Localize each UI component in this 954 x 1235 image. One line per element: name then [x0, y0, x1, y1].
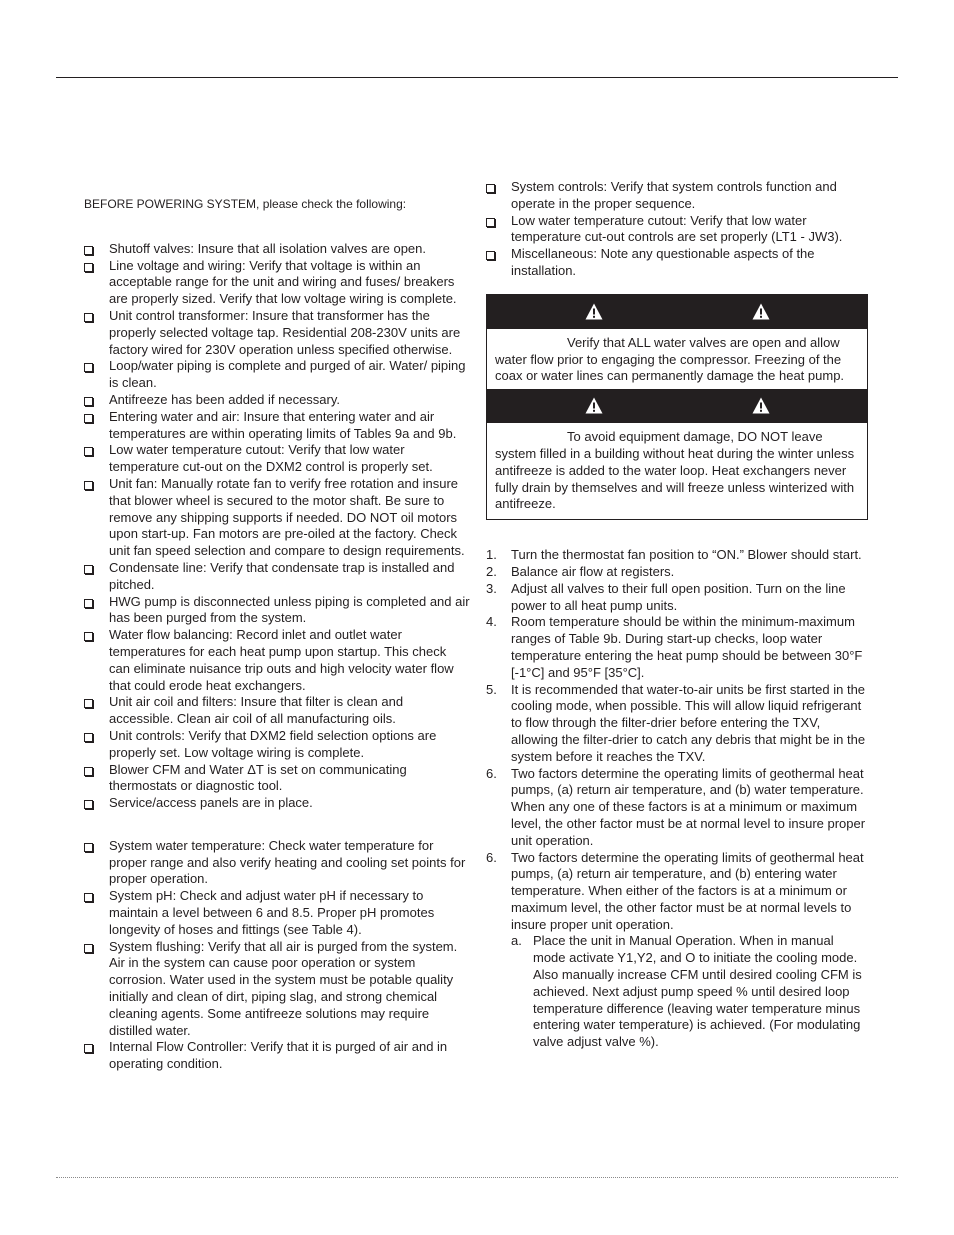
checkbox-icon	[84, 1044, 93, 1053]
step-item: 1. Turn the thermostat fan position to “ON.” Blower should start.	[486, 547, 862, 563]
checklist-item: Antifreeze has been added if necessary.	[84, 392, 470, 409]
system-checklist	[84, 838, 470, 1073]
step-item: 3. Adjust all valves to their full open position. Turn on the line power to all heat pump units.	[486, 580, 846, 613]
checkbox-icon	[84, 843, 93, 852]
bottom-rule	[56, 1177, 898, 1178]
checklist-item: Internal Flow Controller: Verify that it is purged of air and in operating condition.	[84, 1039, 470, 1073]
checkbox-icon	[486, 251, 495, 260]
checklist-item: Service/access panels are in place.	[84, 795, 470, 812]
checkbox-icon	[84, 246, 93, 255]
checkbox-icon	[84, 632, 93, 641]
checkbox-icon	[84, 944, 93, 953]
checkbox-icon	[84, 699, 93, 708]
checklist-item: Shutoff valves: Insure that all isolation valves are open.	[84, 241, 470, 258]
checklist-item: Unit controls: Verify that DXM2 field selection options are properly set. Low voltage wiring is complete.	[84, 728, 470, 762]
step-item: 2. Balance air flow at registers.	[486, 563, 675, 579]
sub-step-item: a. Place the unit in Manual Operation. When in manual mode activate Y1,Y2, and O to initiate the cooling mode. Also manually increase CFM until desired cooling CFM is achieved. Next adjust pump speed % until desired loop temperature difference (leaving water temperature minus entering water temperature) is achieved. (For modulating valve adjust valve %).	[511, 933, 862, 1050]
checkbox-icon	[84, 767, 93, 776]
intro-text: BEFORE POWERING SYSTEM, please check the following:	[84, 197, 407, 211]
checklist-item: Miscellaneous: Note any questionable aspects of the installation.	[486, 246, 868, 280]
checkbox-icon	[84, 481, 93, 490]
checklist-item: Line voltage and wiring: Verify that voltage is within an acceptable range for the unit and wiring and fuses/ breakers are properly sized. Verify that low voltage wiring is complete.	[84, 258, 470, 308]
checklist-item: Unit air coil and filters: Insure that filter is clean and accessible. Clean air coil of all manufacturing oils.	[84, 694, 470, 728]
checklist-item: Entering water and air: Insure that entering water and air temperatures are within operating limits of Tables 9a and 9b.	[84, 409, 470, 443]
top-rule	[56, 77, 898, 78]
caution-banner	[487, 389, 867, 423]
checkbox-icon	[84, 397, 93, 406]
checklist-item: System controls: Verify that system controls function and operate in the proper sequence.	[486, 179, 868, 213]
step-item: 5. It is recommended that water-to-air units be first started in the cooling mode, when possible. This will allow liquid refrigerant to flow through the filter-drier before entering the TXV, allowing the filter-drier to catch any debris that might be in the system before it reaches the TXV.	[486, 681, 866, 764]
checkbox-icon	[84, 263, 93, 272]
checkbox-icon	[84, 565, 93, 574]
caution-text: To avoid equipment damage, DO NOT leave system filled in a building without heat during the winter unless antifreeze is added to the water loop. Heat exchangers never fully drain by themselves and will freeze unless winterized with antifreeze.	[495, 429, 855, 512]
warning-triangle-icon	[752, 303, 770, 320]
checkbox-icon	[486, 218, 495, 227]
checklist-item: System flushing: Verify that all air is purged from the system. Air in the system can cause poor operation or system corrosion. Water used in the system must be potable quality initially and clean of dirt, piping slag, and strong chemical cleaning agents. Some antifreeze solutions may require distilled water.	[84, 939, 470, 1040]
warning-triangle-icon	[585, 397, 603, 414]
checklist-item: Unit control transformer: Insure that transformer has the properly selected voltage tap. Residential 208-230V units are factory wired for 230V operation unless specified otherwise.	[84, 308, 470, 358]
controls-checklist	[486, 179, 868, 280]
step-item: 4. Room temperature should be within the minimum-maximum ranges of Table 9b. During start-up checks, loop water temperature entering the heat pump should be between 30°F [-1°C] and 95°F [35°C].	[486, 614, 863, 680]
checkbox-icon	[84, 800, 93, 809]
checkbox-icon	[84, 893, 93, 902]
checklist-item: System water temperature: Check water temperature for proper range and also verify heating and cooling set points for proper operation.	[84, 838, 470, 888]
checkbox-icon	[486, 184, 495, 193]
warning-box	[486, 294, 868, 520]
checklist-item: Low water temperature cutout: Verify that low water temperature cut-out on the DXM2 control is properly set.	[84, 442, 470, 476]
left-column	[84, 196, 470, 1073]
warning-text: Verify that ALL water valves are open and allow water flow prior to engaging the compressor. Freezing of the coax or water lines can permanently damage the heat pump.	[495, 334, 845, 384]
checkbox-icon	[84, 414, 93, 423]
warning-triangle-icon	[585, 303, 603, 320]
checklist-item: Unit fan: Manually rotate fan to verify free rotation and insure that blower wheel is secured to the motor shaft. Be sure to remove any shipping supports if needed. DO NOT oil motors upon start-up. Fan motors are pre-oiled at the factory. Check unit fan speed selection and compare to design requirements.	[84, 476, 470, 560]
right-column	[486, 179, 868, 1051]
checklist-item: Blower CFM and Water ΔT is set on communicating thermostats or diagnostic tool.	[84, 762, 470, 796]
startup-steps	[486, 547, 868, 1051]
step-item: 6. Two factors determine the operating limits of geothermal heat pumps, (a) return air temperature, and (b) entering water temperature. When either of the factors is at a minimum or maximum level, the other factor must be at normal levels to insure proper unit operation. a. Place the unit in Manual Operation. When in manual mode activate Y1,Y2, and O to initiate the cooling mode. Also manually increase CFM until desired cooling CFM is achieved. Next adjust pump speed % until desired loop temperature difference (leaving water temperature minus entering water temperature) is achieved. (For modulating valve adjust valve %).	[486, 850, 868, 1052]
checklist-item: HWG pump is disconnected unless piping is completed and air has been purged from the system.	[84, 594, 470, 628]
warning-banner	[487, 295, 867, 329]
warning-triangle-icon	[752, 397, 770, 414]
checkbox-icon	[84, 733, 93, 742]
checkbox-icon	[84, 363, 93, 372]
checklist-item: Condensate line: Verify that condensate trap is installed and pitched.	[84, 560, 470, 594]
checklist-item: System pH: Check and adjust water pH if necessary to maintain a level between 6 and 8.5. Proper pH promotes longevity of hoses and fittings (see Table 4).	[84, 888, 470, 938]
checkbox-icon	[84, 313, 93, 322]
step-item: 6. Two factors determine the operating limits of geothermal heat pumps, (a) return air temperature, and (b) water temperature. When any one of these factors is at a minimum or maximum level, the other factor must be at normal level to insure proper unit operation.	[486, 765, 866, 848]
checklist-item: Loop/water piping is complete and purged of air. Water/ piping is clean.	[84, 358, 470, 392]
checkbox-icon	[84, 599, 93, 608]
checklist-item: Water flow balancing: Record inlet and outlet water temperatures for each heat pump upon startup. This check can eliminate nuisance trip outs and high velocity water flow that could erode heat exchangers.	[84, 627, 470, 694]
pre-power-checklist	[84, 241, 470, 812]
checklist-item: Low water temperature cutout: Verify that low water temperature cut-out controls are set properly (LT1 - JW3).	[486, 213, 868, 247]
checkbox-icon	[84, 447, 93, 456]
